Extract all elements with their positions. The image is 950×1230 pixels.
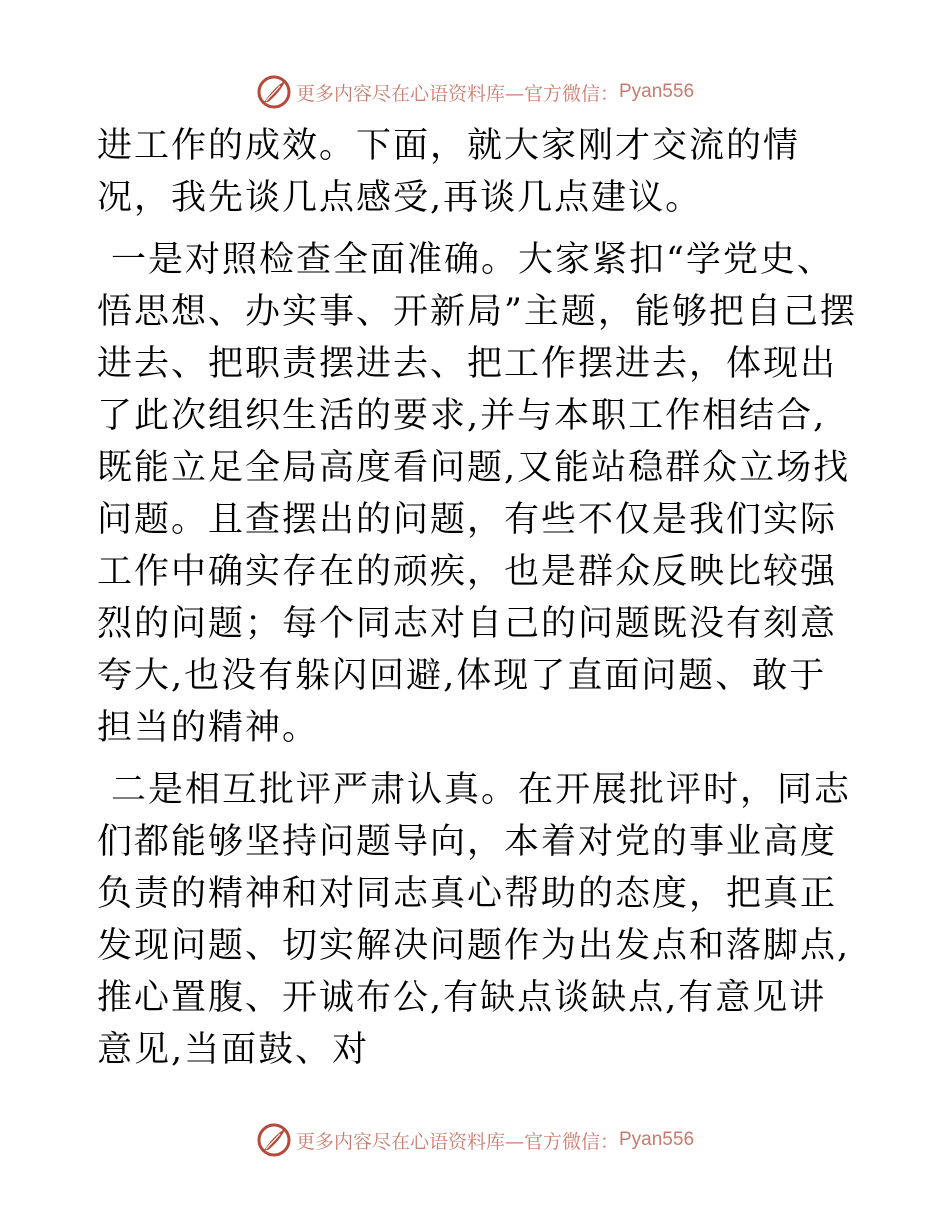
watermark-wechat-id: Pyan556 xyxy=(619,1129,695,1150)
footer-watermark xyxy=(0,1118,950,1162)
quill-pen-logo-icon xyxy=(256,74,292,110)
paragraph-point-one: 一是对照检查全面准确。大家紧扣“学党史、悟思想、办实事、开新局”主题，能够把自己摆进去、把职责摆进去、把工作摆进去，体现出了此次组织生活的要求,并与本职工作相结合,既能立足全局高度看问题,又能站稳群众立场找问题。且查摆出的问题，有些不仅是我们实际工作中确实存在的顽疾，也是群众反映比较强烈的问题；每个同志对自己的问题既没有刻意夸大,也没有躲闪回避,体现了直面问题、敢于担当的精神。 xyxy=(97,240,857,748)
document-body xyxy=(97,120,857,1086)
watermark-text: 更多内容尽在心语资料库—官方微信： xyxy=(295,1130,619,1153)
watermark-text: 更多内容尽在心语资料库—官方微信： xyxy=(295,82,619,105)
header-watermark xyxy=(0,70,950,114)
watermark-wechat-id: Pyan556 xyxy=(619,81,695,102)
paragraph-intro: 进工作的成效。下面，就大家刚才交流的情况，我先谈几点感受,再谈几点建议。 xyxy=(97,126,801,218)
paragraph-point-two: 二是相互批评严肃认真。在开展批评时，同志们都能够坚持问题导向，本着对党的事业高度负责的精神和对同志真心帮助的态度，把真正发现问题、切实解决问题作为出发点和落脚点,推心置腹、开诚布公,有缺点谈缺点,有意见讲意见,当面鼓、对 xyxy=(97,770,852,1070)
quill-pen-logo-icon xyxy=(256,1122,292,1158)
